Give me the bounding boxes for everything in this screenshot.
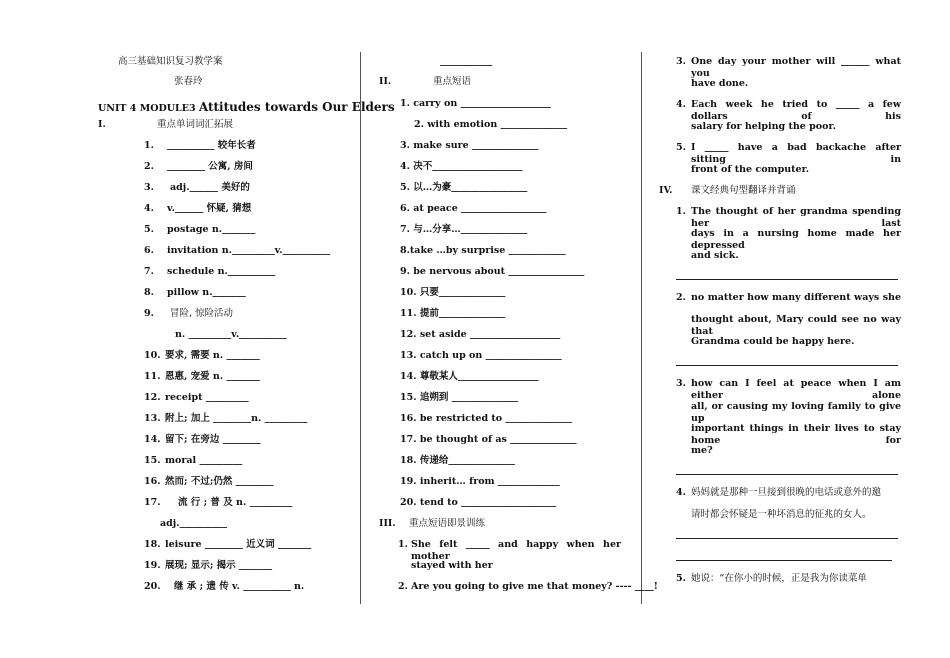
unit-topic: Attitudes towards Our Elders xyxy=(198,100,395,114)
s1-num-5: 5. xyxy=(144,224,154,235)
s1-item-16: 然而; 不过;仍然 ________ xyxy=(165,476,274,487)
s1-num-3: 3. xyxy=(144,182,154,193)
s1-item-13: 附上; 加上 ________n. _________ xyxy=(165,413,308,424)
section-1-title: 重点单词词汇拓展 xyxy=(157,119,234,130)
s4-2-number: 2. xyxy=(676,292,686,303)
s3-q3-number: 3. xyxy=(676,56,686,67)
s1-item-10: 要求, 需要 n. _______ xyxy=(165,350,260,361)
answer-line-4a[interactable] xyxy=(676,538,898,539)
s4-5-line1: 她说：“在你小的时候，正是我为你读菜单 xyxy=(691,573,867,584)
s1-num-16: 16. xyxy=(144,476,161,487)
s3-q3-line1: One day your mother will ______ what you xyxy=(691,56,901,79)
s1-item-1: __________ 较年长者 xyxy=(167,140,256,151)
answer-line-1[interactable] xyxy=(676,279,898,280)
s1-num-10: 10. xyxy=(144,350,161,361)
s2-item-18: 18. 传递给______________ xyxy=(400,455,515,466)
column-2 xyxy=(362,0,658,658)
s1-num-13: 13. xyxy=(144,413,161,424)
s4-3-line2: all, or causing my loving family to give up xyxy=(691,401,901,424)
s3-q1-line2: stayed with her xyxy=(411,560,493,571)
s4-4-line2: 请时都会怀疑是一种坏消息的征兆的女人。 xyxy=(691,509,872,520)
s1-item-15: moral _________ xyxy=(165,455,243,466)
s4-3-line3: important things in their lives to stay home for xyxy=(691,423,901,446)
s1-num-8: 8. xyxy=(144,287,154,298)
s1-num-19: 19. xyxy=(144,560,161,571)
s1-num-11: 11. xyxy=(144,371,161,382)
s4-3-line1: how can I feel at peace when I am either alone xyxy=(691,378,901,401)
s1-num-7: 7. xyxy=(144,266,154,277)
s1-item-17: 流 行 ; 普 及 n. _________ xyxy=(178,497,293,508)
s1-item-11: 恩惠, 宠爱 n. _______ xyxy=(165,371,260,382)
s2-item-8: 8.take …by surprise ____________ xyxy=(400,245,566,256)
s2-item-5: 5. 以…为豪________________ xyxy=(400,182,528,193)
s1-item-6: invitation n._________v.__________ xyxy=(167,245,331,256)
s3-q3-line2: have done. xyxy=(691,78,749,89)
column-divider-2 xyxy=(641,52,642,604)
s1-num-12: 12. xyxy=(144,392,161,403)
s1-item-14: 留下; 在旁边 ________ xyxy=(165,434,261,445)
s1-item-4: v.______ 怀疑, 猜想 xyxy=(167,203,252,214)
s3-q4-number: 4. xyxy=(676,99,686,110)
s1-num-17: 17. xyxy=(144,497,161,508)
s2-item-7: 7. 与…分享…______________ xyxy=(400,224,528,235)
unit-heading xyxy=(98,96,395,115)
section-2-title: 重点短语 xyxy=(433,76,472,87)
s4-2-line2: thought about, Mary could see no way that xyxy=(691,314,901,337)
section-4-title: 课文经典句型翻译并背诵 xyxy=(691,185,796,196)
s4-1-number: 1. xyxy=(676,206,686,217)
s1-num-4: 4. xyxy=(144,203,154,214)
s2-item-10: 10. 只要______________ xyxy=(400,287,506,298)
s1-num-15: 15. xyxy=(144,455,161,466)
document-title: 高三基础知识复习教学案 xyxy=(118,56,223,67)
s2-item-17: 17. be thought of as ______________ xyxy=(400,434,577,445)
s1-num-6: 6. xyxy=(144,245,154,256)
unit-label: UNIT 4 MODULE3 xyxy=(98,103,199,114)
s1-num-20: 20. xyxy=(144,581,161,592)
section-2-number: II. xyxy=(379,76,392,87)
s2-item-19: 19. inherit… from _____________ xyxy=(400,476,560,487)
section-3-title: 重点短语即景训练 xyxy=(409,518,486,529)
s3-q5-line2: front of the computer. xyxy=(691,164,810,175)
s1-item-5: postage n._______ xyxy=(167,224,256,235)
s1-item-9b: n. _________v.__________ xyxy=(175,329,287,340)
column-3 xyxy=(643,0,950,658)
s1-item-18: leisure ________ 近义词 _______ xyxy=(165,539,312,550)
s1-num-14: 14. xyxy=(144,434,161,445)
s1-item-12: receipt _________ xyxy=(165,392,249,403)
s4-4-number: 4. xyxy=(676,487,686,498)
s2-item-2: 2. with emotion ______________ xyxy=(414,119,568,130)
s4-1-line2: days in a nursing home made her depressed xyxy=(691,228,901,251)
s4-3-number: 3. xyxy=(676,378,686,389)
author-name: 张春玲 xyxy=(174,76,203,87)
s2-item-15: 15. 追朔到 ______________ xyxy=(400,392,519,403)
s2-item-11: 11. 提前______________ xyxy=(400,308,506,319)
s2-item-16: 16. be restricted to ______________ xyxy=(400,413,572,424)
s1-item-17b: adj.__________ xyxy=(160,518,228,529)
s4-4-line1: 妈妈就是那种一旦接到很晚的电话或意外的邀 xyxy=(691,487,882,498)
answer-line-3[interactable] xyxy=(676,474,898,475)
s3-q4-line1: Each week he tried to _____ a few dollars of his xyxy=(691,99,901,122)
s1-num-9: 9. xyxy=(144,308,154,319)
s2-item-13: 13. catch up on ________________ xyxy=(400,350,562,361)
s1-item-7: schedule n.__________ xyxy=(167,266,276,277)
s4-2-line3: Grandma could be happy here. xyxy=(691,336,855,347)
s4-5-number: 5. xyxy=(676,573,686,584)
section-1-number: I. xyxy=(98,119,106,130)
s2-item-4: 4. 决不___________________ xyxy=(400,161,523,172)
s4-1-line3: and sick. xyxy=(691,250,739,261)
s2-item-1: 1. carry on ___________________ xyxy=(400,98,551,109)
s2-item-14: 14. 尊敬某人_________________ xyxy=(400,371,539,382)
s2-item-12: 12. set aside ___________________ xyxy=(400,329,561,340)
answer-line-2[interactable] xyxy=(676,365,898,366)
s1-num-1: 1. xyxy=(144,140,154,151)
s2-item-9: 9. be nervous about ________________ xyxy=(400,266,585,277)
s3-q1-line1: She felt _____ and happy when her mother xyxy=(411,539,621,562)
s3-q1-number: 1. xyxy=(398,539,408,550)
s3-q5-number: 5. xyxy=(676,142,686,153)
s3-q2-line1: Are you going to give me that money? ---- ____! xyxy=(411,581,658,592)
column-divider-1 xyxy=(360,52,361,604)
s4-2-line1: no matter how many different ways she xyxy=(691,292,901,303)
s4-1-line1: The thought of her grandma spending her last xyxy=(691,206,901,229)
s1-num-18: 18. xyxy=(144,539,161,550)
s4-3-line4: me? xyxy=(691,445,713,456)
s3-q4-line2: salary for helping the poor. xyxy=(691,121,836,132)
s1-item-20: 继 承 ; 遗 传 v. __________ n. xyxy=(174,581,305,592)
s2-item-6: 6. at peace __________________ xyxy=(400,203,547,214)
s1-item-3: adj.______ 美好的 xyxy=(170,182,250,193)
s1-item-2: ________ 公寓, 房间 xyxy=(167,161,253,172)
section-3-number: III. xyxy=(379,518,396,529)
s1-num-2: 2. xyxy=(144,161,154,172)
s3-q5-line1: I _____ have a bad backache after sitting in xyxy=(691,142,901,165)
s2-item-20: 20. tend to ____________________ xyxy=(400,497,557,508)
answer-line-4b[interactable] xyxy=(676,560,892,561)
s3-q2-number: 2. xyxy=(398,581,408,592)
s1-item-8: pillow n._______ xyxy=(167,287,246,298)
section-4-number: IV. xyxy=(659,185,673,196)
continued-blank: ___________ xyxy=(440,56,493,67)
s1-item-19: 展现; 显示; 揭示 _______ xyxy=(165,560,273,571)
s1-item-9: 冒险, 惊险活动 xyxy=(170,308,234,319)
s2-item-3: 3. make sure ______________ xyxy=(400,140,539,151)
